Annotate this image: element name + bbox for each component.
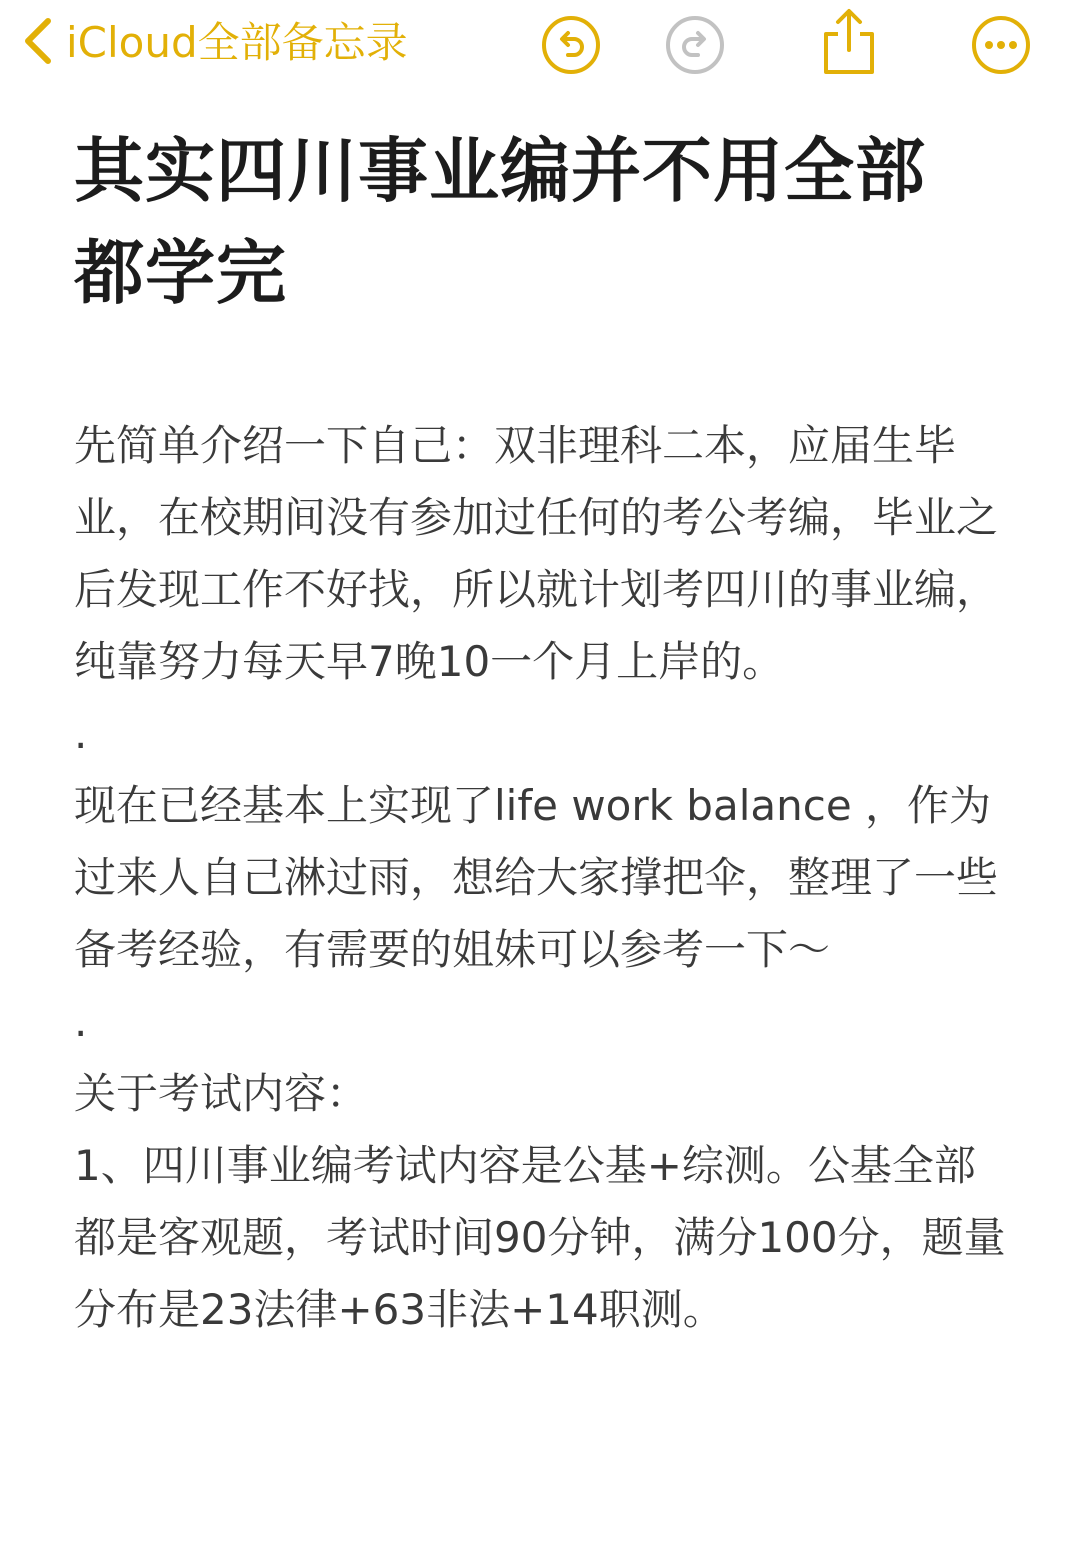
note-paragraph: 先简单介绍一下自己：双非理科二本，应届生毕业，在校期间没有参加过任何的考公考编，毕业之后发现工作不好找，所以就计划考四川的事业编，纯靠努力每天早7晚10一个月上岸的。 (74, 421, 999, 686)
back-button[interactable] (20, 12, 408, 74)
note-paragraph: 现在已经基本上实现了life work balance ，作为过来人自己淋过雨，想给大家撑把伞，整理了一些备考经验，有需要的姐妹可以参考一下～ (74, 781, 999, 974)
redo-icon (664, 14, 726, 76)
more-button[interactable] (970, 14, 1032, 76)
note-separator: . (74, 709, 88, 758)
undo-button[interactable] (540, 14, 602, 76)
note-paragraph: 关于考试内容： (74, 1069, 369, 1118)
note-title: 其实四川事业编并不用全部都学完 (74, 130, 926, 314)
share-icon (818, 6, 880, 78)
note-body[interactable] (74, 410, 1009, 1346)
undo-icon (540, 14, 602, 76)
note-separator: . (74, 997, 88, 1046)
chevron-left-icon (20, 16, 54, 70)
back-label: iCloud全部备忘录 (66, 18, 408, 67)
navigation-bar (0, 0, 1080, 92)
note-paragraph: 1、四川事业编考试内容是公基+综测。公基全部都是客观题，考试时间90分钟，满分100分，题量分布是23法律+63非法+14职测。 (74, 1141, 1006, 1334)
share-button[interactable] (818, 6, 880, 78)
redo-button[interactable] (664, 14, 726, 76)
more-icon (970, 14, 1032, 76)
